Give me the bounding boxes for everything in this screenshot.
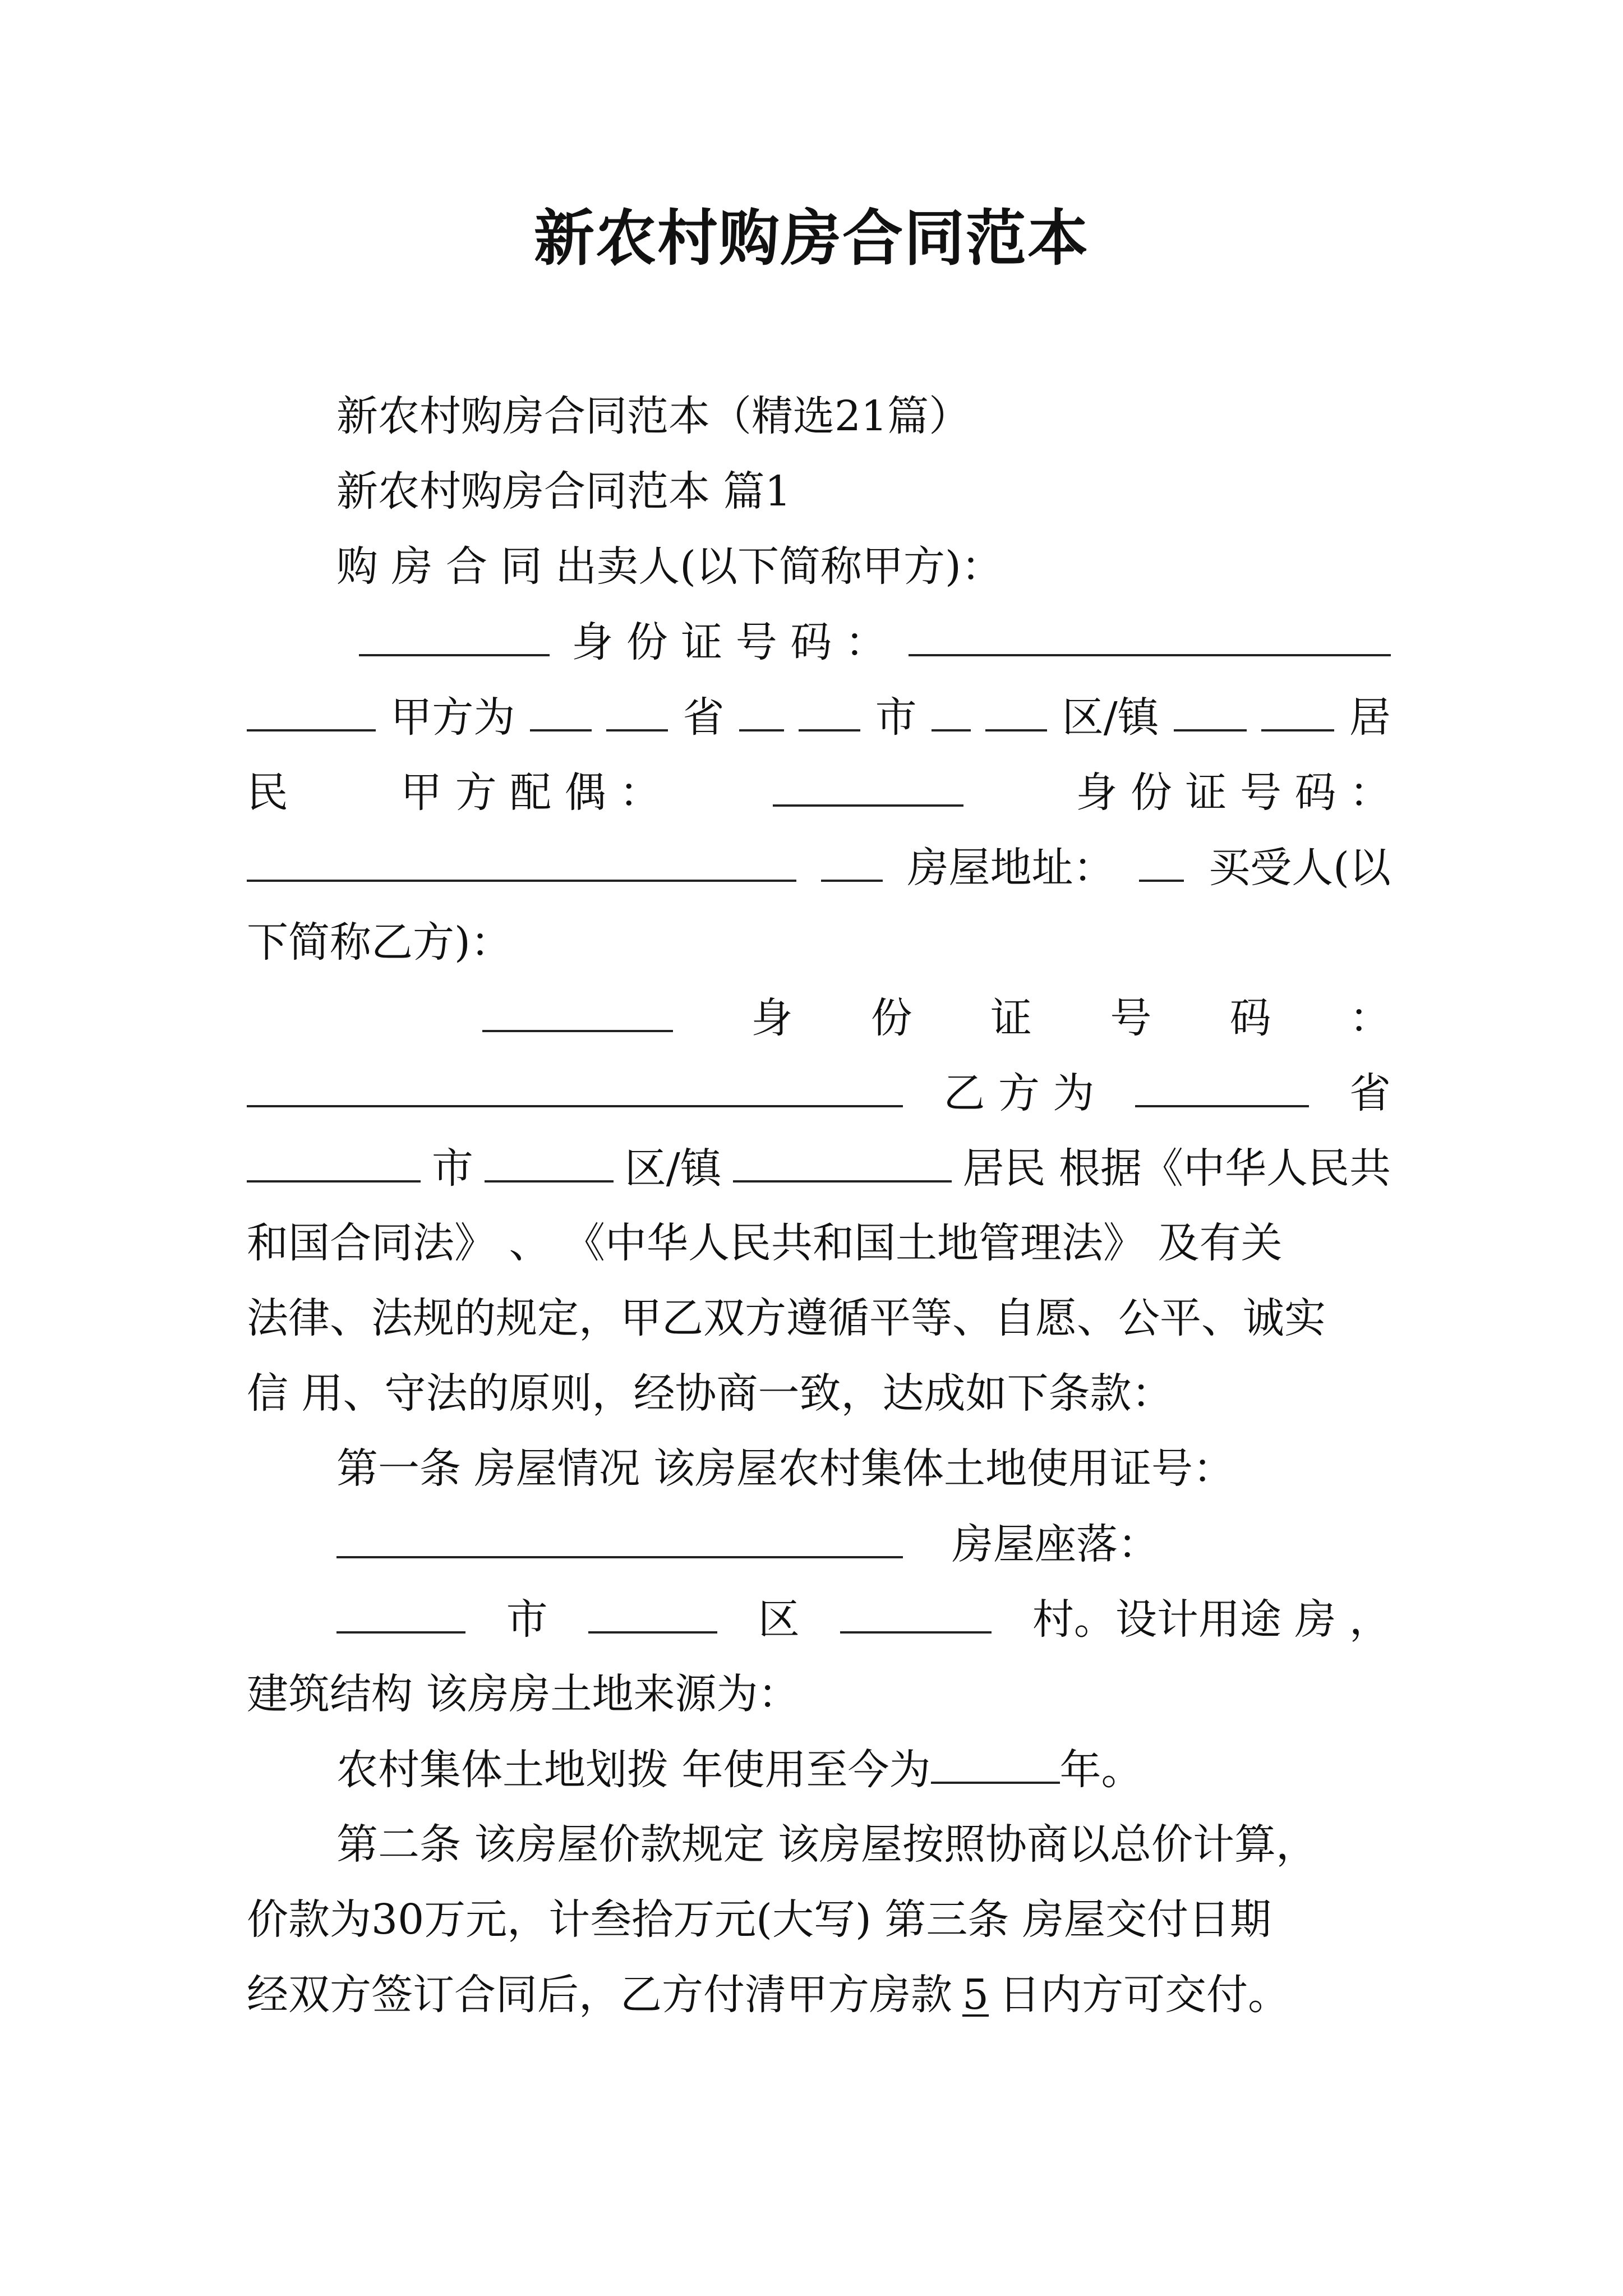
house-location-line	[336, 1516, 1391, 1572]
blank-field	[247, 1140, 421, 1182]
house-address-line	[247, 839, 1391, 896]
seller-line: 购 房 合 同 出卖人(以下简称甲方)：	[336, 542, 1003, 591]
text-segment: 买受人(以	[1209, 844, 1391, 892]
blank-field	[359, 614, 550, 656]
text-segment: 身	[751, 994, 793, 1042]
text-segment: ：	[1349, 994, 1391, 1042]
text-segment: 市	[431, 1144, 473, 1193]
section-heading: 新农村购房合同范本 篇1	[336, 467, 791, 516]
text-segment: 省	[1349, 1069, 1391, 1117]
blank-field	[799, 689, 860, 731]
blank-field	[247, 839, 796, 882]
blank-field	[733, 1140, 952, 1182]
seller-spouse-line	[247, 764, 1391, 821]
text-segment: 经双方签订合同后，乙方付清甲方房款	[247, 1971, 952, 2019]
text-segment: 区/镇	[1062, 693, 1159, 742]
blank-field	[909, 614, 1391, 656]
blank-field	[336, 1516, 903, 1558]
blank-field	[1135, 1065, 1309, 1107]
body-line: 建筑结构 该房房土地来源为：	[247, 1670, 800, 1718]
blank-field	[932, 689, 971, 731]
text-segment: 日内方可交付。	[999, 1971, 1290, 2019]
body-line: 法律、法规的规定，甲乙双方遵循平等、自愿、公平、诚实	[247, 1294, 1326, 1342]
blank-field	[773, 764, 963, 807]
blank-field	[821, 839, 883, 882]
blank-field	[485, 1140, 614, 1182]
text-segment: 号	[1110, 994, 1152, 1042]
blank-field	[931, 1741, 1060, 1784]
blank-field	[530, 689, 592, 731]
text-segment: 乙 方 为	[943, 1069, 1095, 1117]
subtitle-line: 新农村购房合同范本（精选21篇）	[336, 392, 971, 440]
house-district-line	[336, 1591, 1391, 1648]
text-segment: 居	[1349, 693, 1391, 742]
text-segment: 身 份 证 号 码 ：	[1076, 769, 1391, 817]
buyer-id-line	[482, 990, 1391, 1046]
days-value: 5	[962, 1971, 989, 2019]
text-segment: 居民 根据《中华人民共	[962, 1144, 1391, 1193]
text-segment: 年。	[1059, 1746, 1143, 1794]
seller-id-line	[359, 614, 1391, 670]
article-one-line: 第一条 房屋情况 该房屋农村集体土地使用证号：	[336, 1444, 1235, 1493]
text-segment: 省	[683, 693, 725, 742]
blank-field	[482, 990, 673, 1032]
text-segment: 房屋地址：	[907, 844, 1115, 892]
blank-field	[985, 689, 1047, 731]
text-segment: 区	[758, 1595, 800, 1644]
text-segment: 市	[875, 693, 917, 742]
blank-field	[247, 1065, 903, 1107]
article-two-line: 第二条 该房屋价款规定 该房屋按照协商以总价计算，	[336, 1820, 1318, 1869]
blank-field	[840, 1591, 992, 1634]
blank-field	[588, 1591, 717, 1634]
text-segment: 码	[1229, 994, 1271, 1042]
text-segment: 民	[247, 769, 288, 817]
text-segment: 村。设计用途 房 ，	[1032, 1595, 1391, 1644]
text-segment: 份	[870, 994, 912, 1042]
blank-field	[606, 689, 668, 731]
text-segment: 市	[506, 1595, 548, 1644]
blank-field	[1139, 839, 1184, 882]
buyer-city-line	[247, 1140, 1391, 1197]
blank-field	[739, 689, 784, 731]
blank-field	[1174, 689, 1247, 731]
text-segment: 甲方为	[390, 693, 515, 742]
text-segment: 证	[990, 994, 1032, 1042]
buyer-line: 下简称乙方)：	[247, 918, 512, 967]
land-use-line	[336, 1741, 1391, 1798]
text-segment: 区/镇	[624, 1144, 722, 1193]
blank-field	[336, 1591, 465, 1634]
id-label: 身 份 证 号 码 ：	[571, 618, 887, 666]
text-segment: 农村集体土地划拨 年使用至今为	[336, 1746, 931, 1794]
document-title: 新农村购房合同范本	[533, 203, 1089, 274]
buyer-residence-line	[247, 1065, 1391, 1121]
body-line: 信 用、守法的原则，经协商一致，达成如下条款：	[247, 1369, 1173, 1418]
seller-address-line	[247, 689, 1391, 746]
text-segment: 房屋座落：	[952, 1520, 1160, 1568]
body-line: 价款为30万元，计叁拾万元(大写) 第三条 房屋交付日期	[247, 1895, 1271, 1944]
text-segment: 甲 方 配 偶 ：	[400, 769, 661, 817]
delivery-line	[247, 1967, 1391, 2023]
blank-field	[247, 689, 376, 731]
blank-field	[1261, 689, 1334, 731]
body-line: 和国合同法》 、 《中华人民共和国土地管理法》 及有关	[247, 1219, 1283, 1267]
